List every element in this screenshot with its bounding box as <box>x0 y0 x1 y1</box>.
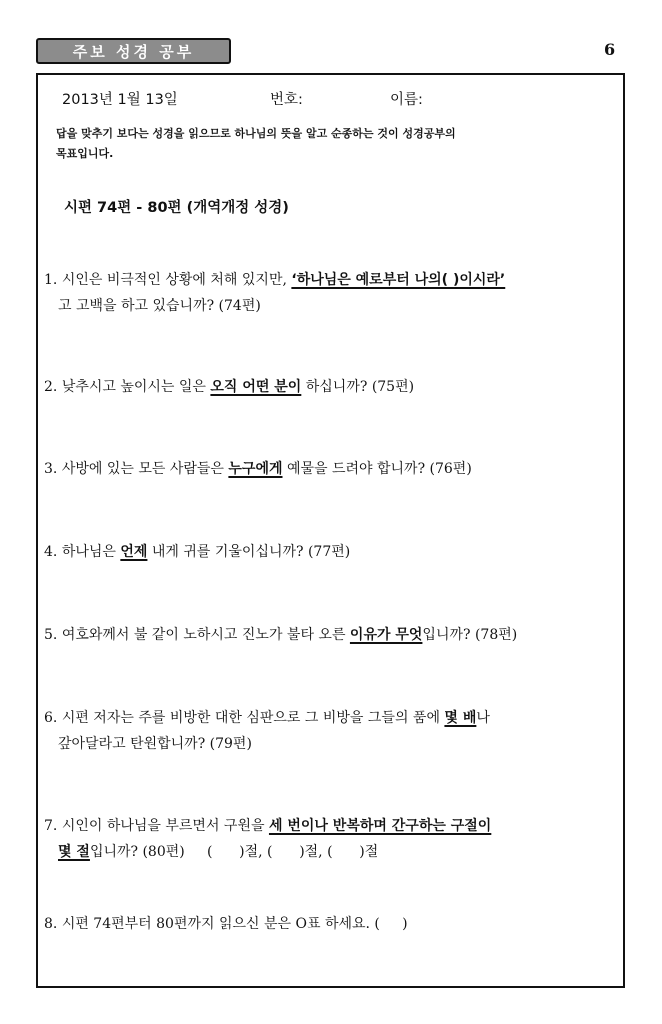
page-number: 6 <box>604 40 616 59</box>
question-text: 낮추시고 높이시는 일은 <box>61 379 211 395</box>
question-3 <box>44 456 619 482</box>
date-text: 2013년 1월 13일 <box>62 92 178 108</box>
question-text-end: 내게 귀를 기울이십니까? (77편) <box>147 544 351 560</box>
question-text: 시편 74편부터 80편까지 읽으신 분은 O표 하세요. ( ) <box>61 916 408 932</box>
intro-text <box>56 124 596 164</box>
question-text-end: 입니까? (78편) <box>422 627 518 643</box>
question-number: 4. <box>44 544 58 560</box>
question-number: 3. <box>44 461 58 477</box>
question-text-line-2: 갚아달라고 탄원합니까? (79편) <box>58 736 252 752</box>
question-keyword-2: 몇 절 <box>58 844 90 860</box>
question-8 <box>44 911 619 937</box>
question-1 <box>44 267 619 319</box>
question-keyword: 누구에게 <box>228 461 283 477</box>
number-label: 번호: <box>270 92 303 108</box>
question-text: 시편 저자는 주를 비방한 대한 심판으로 그 비방을 그들의 품에 <box>61 710 445 726</box>
intro-line-2: 목표입니다. <box>56 147 114 160</box>
question-keyword: 오직 어떤 분이 <box>210 379 302 395</box>
intro-line-1: 답을 맞추기 보다는 성경을 읽으므로 하나님의 뜻을 알고 순종하는 것이 성경공부의 <box>56 127 456 140</box>
question-number: 5. <box>44 627 58 643</box>
question-6 <box>44 705 619 757</box>
question-7 <box>44 813 619 865</box>
question-keyword: 몇 배 <box>444 710 477 726</box>
question-text-line-2: 고 고백을 하고 있습니까? (74편) <box>58 298 261 314</box>
name-label: 이름: <box>390 92 423 108</box>
question-text: 하나님은 <box>61 544 121 560</box>
question-number: 8. <box>44 916 58 932</box>
question-text: 사방에 있는 모든 사람들은 <box>61 461 229 477</box>
question-keyword: 이유가 무엇 <box>349 627 423 643</box>
question-number: 2. <box>44 379 58 395</box>
answer-blanks: 입니까? (80편) ( )절, ( )절, ( )절 <box>89 844 379 860</box>
question-keyword: 언제 <box>120 544 148 560</box>
question-4 <box>44 539 619 565</box>
question-number: 1. <box>44 272 58 288</box>
question-number: 7. <box>44 818 58 834</box>
question-5 <box>44 622 619 648</box>
question-text-end: 하십니까? (75편) <box>301 379 415 395</box>
header-title-box <box>36 38 231 64</box>
question-keyword: ‘하나님은 예로부터 나의( )이시라’ <box>291 272 506 288</box>
question-text: 시인이 하나님을 부르면서 구원을 <box>61 818 269 834</box>
question-keyword: 세 번이나 반복하며 간구하는 구절이 <box>268 818 492 834</box>
question-2 <box>44 374 619 400</box>
question-text-end: 예물을 드려야 합니까? (76편) <box>282 461 472 477</box>
header-title: 주보 성경 공부 <box>72 42 195 61</box>
question-text-end: 나 <box>476 710 490 726</box>
question-text: 시인은 비극적인 상황에 처해 있지만, <box>61 272 292 288</box>
section-title: 시편 74편 - 80편 (개역개정 성경) <box>64 200 289 216</box>
question-text: 여호와께서 불 같이 노하시고 진노가 불타 오른 <box>61 627 350 643</box>
question-text-line-2 <box>44 839 619 865</box>
question-number: 6. <box>44 710 58 726</box>
